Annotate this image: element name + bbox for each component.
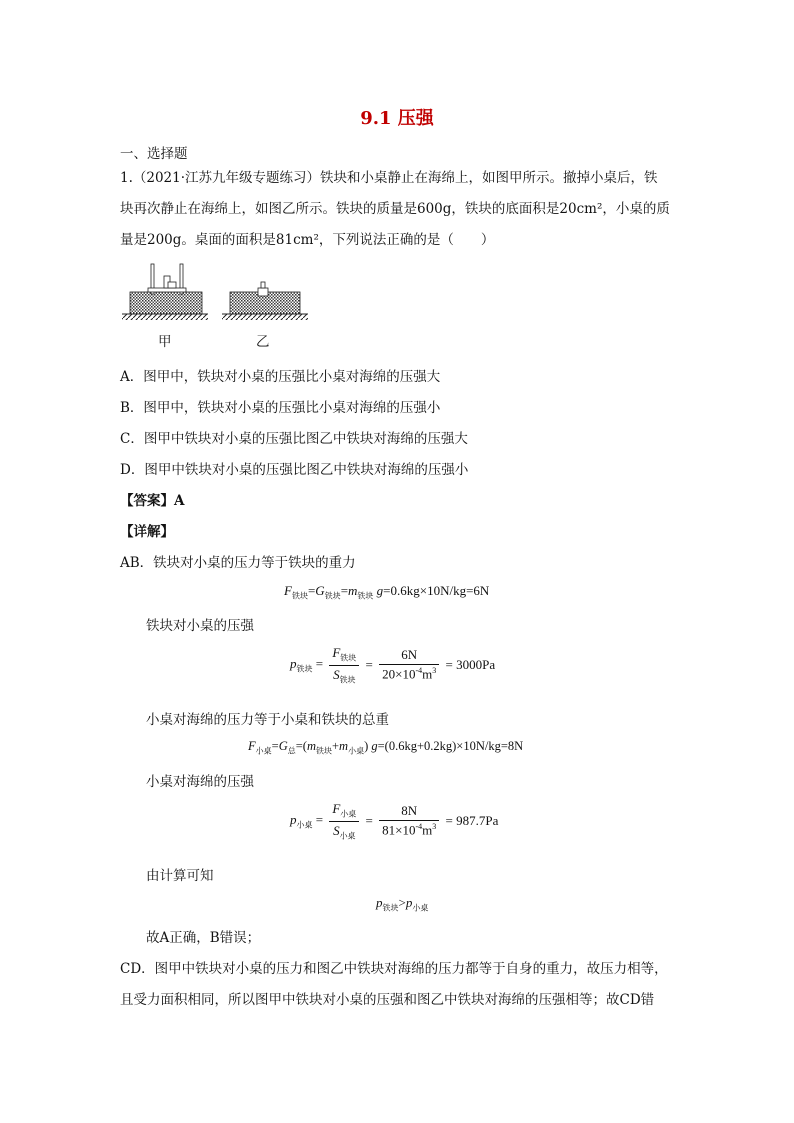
eq3-sub: 小桌 (255, 746, 272, 756)
text-pressure-iron: 铁块对小桌的压强 (146, 618, 254, 634)
figure-b-sponge (222, 282, 308, 320)
eq5-sub-a: 铁块 (382, 903, 399, 913)
eq1-sub-g: 铁块 (324, 591, 341, 601)
eq2-num: 6N (401, 647, 418, 663)
eq4-sub: 小桌 (296, 820, 313, 830)
eq4-p: p (290, 811, 297, 827)
figure-label-b: 乙 (256, 334, 270, 350)
eq4-result: = 987.7Pa (445, 813, 499, 829)
eq3-G: G (278, 739, 288, 753)
option-b: B．图甲中，铁块对小桌的压强比小桌对海绵的压强小 (120, 400, 441, 416)
page-title: 9.1 压强 (360, 108, 434, 129)
eq3-F: F (248, 739, 256, 753)
text-ab-result: 故A正确，B错误； (146, 930, 261, 946)
text-pressure-table: 小桌对海绵的压强 (146, 774, 254, 790)
eq4-F-sub: 小桌 (340, 809, 357, 819)
solution-cd-line-2: 且受力面积相同，所以图甲中铁块对小桌的压强和图乙中铁块对海绵的压强相等；故CD错 (120, 992, 655, 1008)
figure-label-a: 甲 (158, 334, 172, 350)
eq4-den-a: 81×10 (382, 822, 416, 838)
eq2-S: S (333, 666, 340, 682)
equation-compare: $p_{铁块}>p_{小桌}$ (376, 895, 429, 913)
eq2-den-exp: -4 (415, 666, 423, 676)
eq2-sub: 铁块 (296, 664, 313, 674)
eq5-p1: p (376, 895, 383, 910)
equation-pressure-iron: $p_{铁块}$ = $\frac{F_{铁块}}{S_{铁块}}$ = $\frac{6N}{20\times 10^{-4}m^3}$ = 3000Pa (290, 645, 496, 685)
equation-force-iron: $F_{铁块}=G_{铁块}=m_{铁块}$ g=0.6kg×10N/kg=6N (284, 583, 490, 601)
eq1-G: G (315, 583, 325, 598)
eq1-sub: 铁块 (291, 591, 308, 601)
detail-header: 【详解】 (120, 524, 174, 540)
eq4-S: S (333, 822, 340, 838)
eq5-sub-b: 小桌 (412, 903, 429, 913)
eq2-result: = 3000Pa (445, 657, 496, 673)
eq4-F: F (332, 801, 341, 816)
eq2-S-sub: 铁块 (339, 675, 356, 685)
eq3-sub-xz: 小桌 (348, 746, 365, 756)
eq2-F: F (332, 645, 341, 660)
question-line-3: 量是200g。桌面的面积是81cm²，下列说法正确的是（ ） (120, 232, 495, 248)
question-line-1: 1.（2021·江苏九年级专题练习）铁块和小桌静止在海绵上，如图甲所示。撤掉小桌后，铁 (120, 170, 658, 186)
eq2-frac-symbolic (329, 645, 359, 685)
equation-force-table: $F_{小桌}=G_总=(m_{铁块}+m_{小桌})$ g=(0.6kg+0.2kg)×10N/kg=8N (248, 739, 524, 756)
eq1-m: m (348, 583, 358, 598)
eq2-den-a: 20×10 (382, 666, 416, 682)
eq4-den-exp: -4 (415, 822, 423, 832)
eq3-g: g (371, 739, 378, 753)
eq3-sub-zong: 总 (287, 746, 296, 756)
eq1-g: g (376, 583, 384, 598)
option-c: C．图甲中铁块对小桌的压强比图乙中铁块对海绵的压强大 (120, 431, 468, 447)
eq4-num: 8N (401, 803, 418, 819)
eq1-F: F (284, 583, 292, 598)
eq2-F-sub: 铁块 (340, 653, 357, 663)
eq5-p2: p (405, 895, 413, 910)
solution-ab-intro: AB．铁块对小桌的压力等于铁块的重力 (120, 555, 356, 571)
option-d: D．图甲中铁块对小桌的压强比图乙中铁块对海绵的压强小 (120, 462, 469, 478)
eq4-S-sub: 小桌 (339, 831, 356, 841)
sponge-figure (118, 258, 318, 328)
eq2-den-exp2: 3 (432, 666, 437, 676)
eq3-m1: m (306, 739, 316, 753)
eq3-rest: =(0.6kg+0.2kg)×10N/kg=8N (377, 739, 524, 753)
eq2-p: p (290, 655, 297, 671)
answer: 【答案】A (120, 493, 185, 509)
eq3-m2: m (339, 739, 349, 753)
eq4-den-exp2: 3 (432, 822, 437, 832)
eq2-den-b: m (422, 666, 433, 682)
eq4-frac-numeric (379, 803, 439, 838)
figure-a-sponge (122, 264, 208, 320)
solution-cd-line-1: CD．图甲中铁块对小桌的压力和图乙中铁块对海绵的压力都等于自身的重力，故压力相等， (120, 961, 668, 977)
option-a: A．图甲中，铁块对小桌的压强比小桌对海绵的压强大 (120, 369, 441, 385)
section-heading: 一、选择题 (120, 146, 188, 162)
question-line-2: 块再次静止在海绵上，如图乙所示。铁块的质量是600g，铁块的底面积是20cm²，小桌的质 (120, 201, 670, 217)
eq1-sub-m: 铁块 (357, 591, 374, 601)
eq3-sub-tk: 铁块 (315, 746, 332, 756)
eq4-den-b: m (422, 822, 433, 838)
text-conclude: 由计算可知 (146, 868, 214, 884)
text-force-table: 小桌对海绵的压力等于小桌和铁块的总重 (146, 712, 389, 728)
eq1-rest: =0.6kg×10N/kg=6N (383, 583, 490, 598)
eq2-frac-numeric (379, 647, 439, 682)
eq4-frac-symbolic (329, 801, 359, 841)
equation-pressure-table: $p_{小桌}$ = $\frac{F_{小桌}}{S_{小桌}}$ = $\frac{8N}{81\times 10^{-4}m^3}$ = 987.7Pa (290, 801, 499, 841)
